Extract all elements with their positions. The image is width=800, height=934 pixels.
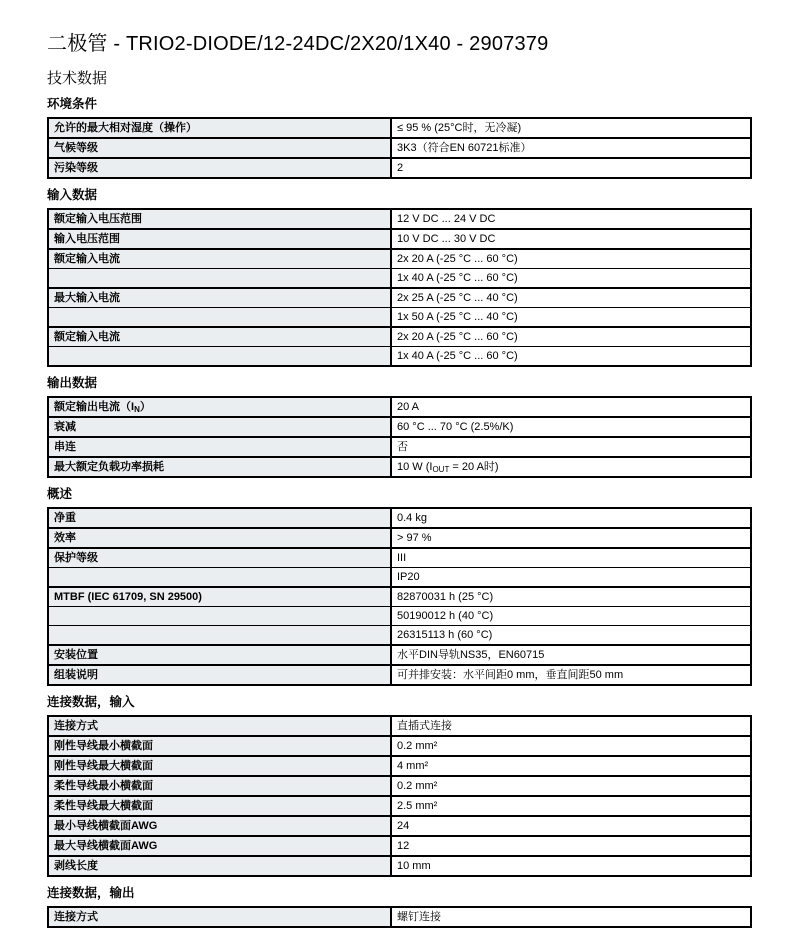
sections-container xyxy=(47,97,752,928)
table-row xyxy=(48,907,751,927)
spec-label: 连接方式 xyxy=(48,907,391,927)
spec-value: 4 mm² xyxy=(391,756,751,776)
table-row xyxy=(48,665,751,685)
spec-label: 最大导线横截面AWG xyxy=(48,836,391,856)
table-row xyxy=(48,158,751,178)
spec-label: 剥线长度 xyxy=(48,856,391,876)
section-heading: 环境条件 xyxy=(47,97,98,111)
spec-value: 10 W ($I_{OUT} = 20$ A时) xyxy=(391,457,751,477)
spec-value: 直插式连接 xyxy=(391,716,751,736)
table-row xyxy=(48,288,751,308)
spec-value: 12 xyxy=(391,836,751,856)
table-row xyxy=(48,548,751,568)
spec-label: 输入电压范围 xyxy=(48,229,391,249)
section-heading: 输出数据 xyxy=(47,376,98,390)
table-row xyxy=(48,397,751,417)
spec-value: > 97 % xyxy=(391,528,751,548)
spec-value: 否 xyxy=(391,437,751,457)
spec-label: 净重 xyxy=(48,508,391,528)
spec-value: 60 °C ... 70 °C (2.5%/K) xyxy=(391,417,751,437)
spec-label: 柔性导线最小横截面 xyxy=(48,776,391,796)
spec-label xyxy=(48,568,391,588)
table-row xyxy=(48,327,751,347)
spec-value: 20 A xyxy=(391,397,751,417)
spec-value: III xyxy=(391,548,751,568)
table-row xyxy=(48,796,751,816)
table-row xyxy=(48,776,751,796)
section-heading: 连接数据，输入 xyxy=(47,695,135,709)
page-subtitle: 技术数据 xyxy=(47,70,108,87)
spec-label: 衰减 xyxy=(48,417,391,437)
spec-value: 3K3（符合EN 60721标准） xyxy=(391,138,751,158)
table-row xyxy=(48,645,751,665)
spec-value: 10 V DC ... 30 V DC xyxy=(391,229,751,249)
table-row xyxy=(48,607,751,626)
spec-label: 最小导线横截面AWG xyxy=(48,816,391,836)
spec-label: 额定输入电压范围 xyxy=(48,209,391,229)
spec-value: ≤ 95 % (25°C时，无冷凝) xyxy=(391,118,751,138)
table-row xyxy=(48,249,751,269)
spec-label: 最大输入电流 xyxy=(48,288,391,308)
spec-value: 螺钉连接 xyxy=(391,907,751,927)
spec-value: 24 xyxy=(391,816,751,836)
spec-label xyxy=(48,626,391,646)
spec-label: 组装说明 xyxy=(48,665,391,685)
spec-value: 2x 20 A (-25 °C ... 60 °C) xyxy=(391,327,751,347)
section-heading: 概述 xyxy=(47,487,73,501)
spec-value: 1x 40 A (-25 °C ... 60 °C) xyxy=(391,347,751,367)
spec-value: 12 V DC ... 24 V DC xyxy=(391,209,751,229)
spec-label xyxy=(48,308,391,328)
spec-label: 刚性导线最小横截面 xyxy=(48,736,391,756)
spec-label: 刚性导线最大横截面 xyxy=(48,756,391,776)
spec-value: 2.5 mm² xyxy=(391,796,751,816)
spec-label: MTBF (IEC 61709, SN 29500) xyxy=(48,587,391,607)
spec-value: 2 xyxy=(391,158,751,178)
spec-label: 连接方式 xyxy=(48,716,391,736)
spec-label: 柔性导线最大横截面 xyxy=(48,796,391,816)
table-row xyxy=(48,736,751,756)
table-row xyxy=(48,269,751,289)
table-row xyxy=(48,209,751,229)
spec-label: 额定输入电流 xyxy=(48,327,391,347)
spec-table xyxy=(47,507,752,686)
spec-value: 可并排安装：水平间距0 mm，垂直间距50 mm xyxy=(391,665,751,685)
spec-label xyxy=(48,607,391,626)
spec-value: 1x 50 A (-25 °C ... 40 °C) xyxy=(391,308,751,328)
spec-value: 水平DIN导轨NS35，EN60715 xyxy=(391,645,751,665)
spec-table xyxy=(47,715,752,877)
table-row xyxy=(48,229,751,249)
spec-table xyxy=(47,396,752,478)
spec-value: 26315113 h (60 °C) xyxy=(391,626,751,646)
spec-value: 0.4 kg xyxy=(391,508,751,528)
page-title: 二极管 - TRIO2-DIODE/12-24DC/2X20/1X40 - 2907379 xyxy=(47,33,549,55)
spec-value: IP20 xyxy=(391,568,751,588)
spec-label: 效率 xyxy=(48,528,391,548)
section-heading: 输入数据 xyxy=(47,188,98,202)
spec-label: 保护等级 xyxy=(48,548,391,568)
table-row xyxy=(48,816,751,836)
spec-label: 额定输出电流$(I_N)$ xyxy=(48,397,391,417)
table-row xyxy=(48,716,751,736)
spec-value: 0.2 mm² xyxy=(391,736,751,756)
table-row xyxy=(48,437,751,457)
spec-label: 污染等级 xyxy=(48,158,391,178)
spec-value: 1x 40 A (-25 °C ... 60 °C) xyxy=(391,269,751,289)
spec-value: 2x 20 A (-25 °C ... 60 °C) xyxy=(391,249,751,269)
table-row xyxy=(48,756,751,776)
spec-label xyxy=(48,347,391,367)
spec-table xyxy=(47,906,752,928)
spec-value: 50190012 h (40 °C) xyxy=(391,607,751,626)
table-row xyxy=(48,118,751,138)
table-row xyxy=(48,308,751,328)
table-row xyxy=(48,836,751,856)
table-row xyxy=(48,417,751,437)
table-row xyxy=(48,856,751,876)
spec-table xyxy=(47,117,752,179)
spec-label: 气候等级 xyxy=(48,138,391,158)
spec-value: 10 mm xyxy=(391,856,751,876)
spec-value: 2x 25 A (-25 °C ... 40 °C) xyxy=(391,288,751,308)
section-heading: 连接数据，输出 xyxy=(47,886,135,900)
spec-label: 允许的最大相对湿度（操作） xyxy=(48,118,391,138)
spec-table xyxy=(47,208,752,367)
table-row xyxy=(48,568,751,588)
table-row xyxy=(48,138,751,158)
spec-label: 额定输入电流 xyxy=(48,249,391,269)
spec-value: 82870031 h (25 °C) xyxy=(391,587,751,607)
table-row xyxy=(48,587,751,607)
spec-label: 最大额定负载功率损耗 xyxy=(48,457,391,477)
table-row xyxy=(48,528,751,548)
spec-label: 串连 xyxy=(48,437,391,457)
spec-label: 安装位置 xyxy=(48,645,391,665)
table-row xyxy=(48,347,751,367)
table-row xyxy=(48,626,751,646)
spec-value: 0.2 mm² xyxy=(391,776,751,796)
table-row xyxy=(48,508,751,528)
spec-label xyxy=(48,269,391,289)
table-row xyxy=(48,457,751,477)
